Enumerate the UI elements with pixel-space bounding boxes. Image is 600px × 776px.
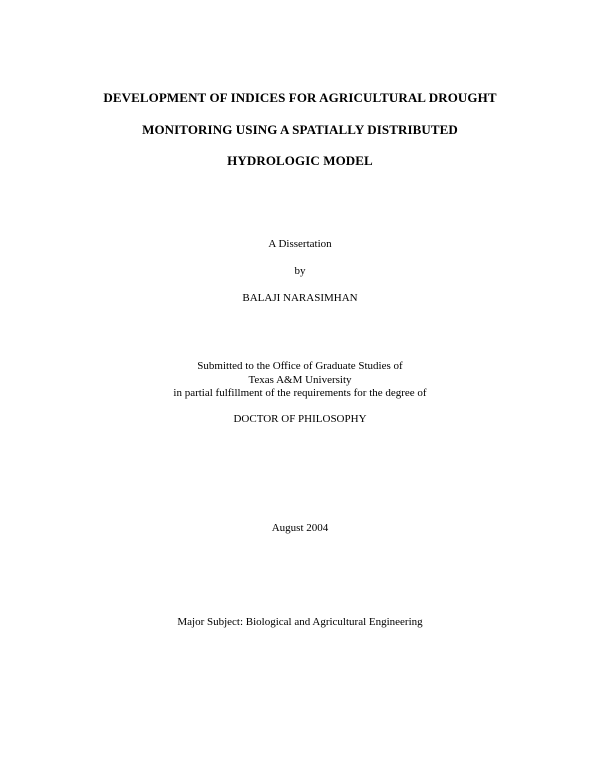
- author-name: BALAJI NARASIMHAN: [242, 292, 358, 304]
- submission-line-3: in partial fulfillment of the requirements for the degree of: [173, 387, 427, 399]
- title-line-2: MONITORING USING A SPATIALLY DISTRIBUTED: [142, 122, 458, 137]
- by-label: by: [294, 265, 306, 277]
- degree-name: DOCTOR OF PHILOSOPHY: [233, 413, 367, 425]
- submission-date: August 2004: [271, 522, 329, 534]
- submission-line-2: Texas A&M University: [248, 374, 352, 386]
- title-line-3: HYDROLOGIC MODEL: [227, 153, 373, 168]
- document-type: A Dissertation: [268, 238, 332, 250]
- title-line-1: DEVELOPMENT OF INDICES FOR AGRICULTURAL DROUGHT: [103, 90, 497, 105]
- submission-line-1: Submitted to the Office of Graduate Studies of: [197, 360, 403, 372]
- major-subject: Major Subject: Biological and Agricultural Engineering: [177, 616, 423, 628]
